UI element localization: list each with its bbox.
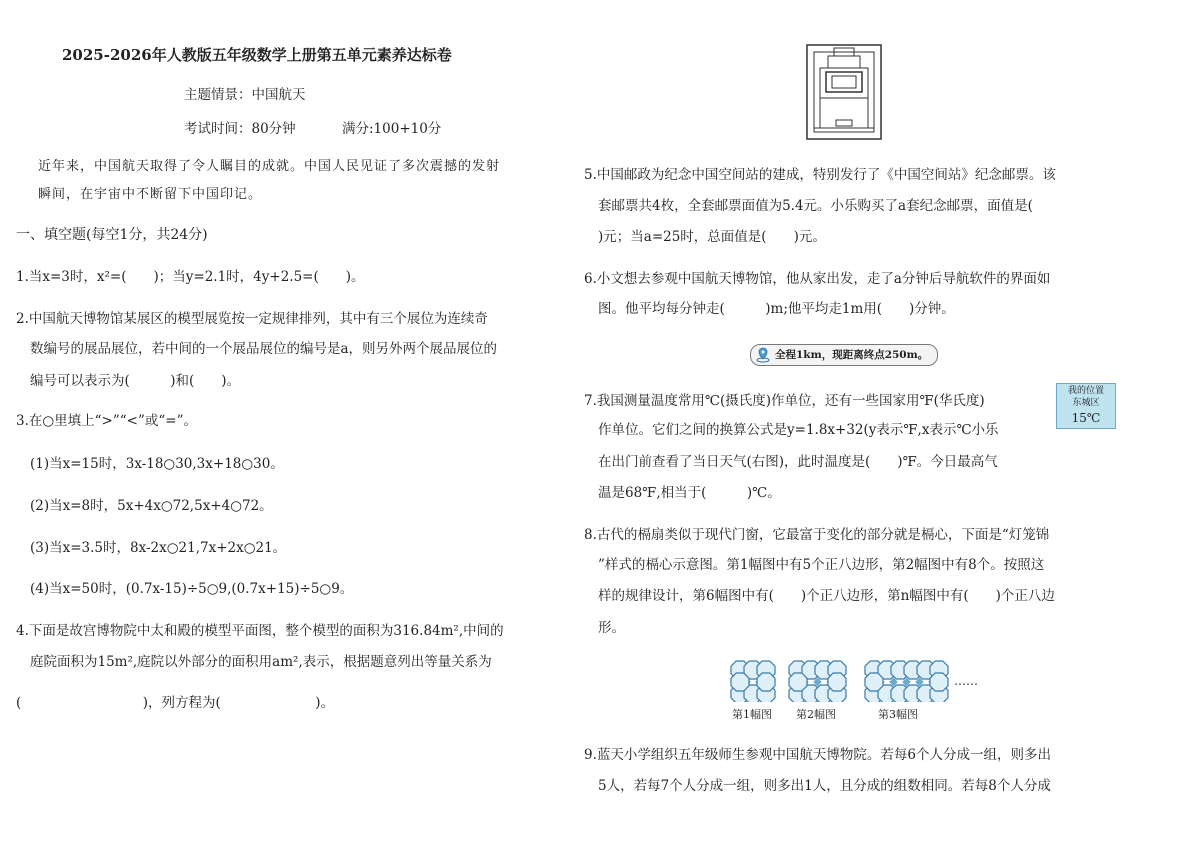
octagon <box>865 673 883 691</box>
question-8-line-2: ”样式的槅心示意图。第1幅图中有5个正八边形，第2幅图中有8个。按照这 <box>598 557 1045 573</box>
full-score: 满分:100+10分 <box>342 121 442 137</box>
question-7-line-3: 在出门前查看了当日天气(右图)，此时温度是( )℉。今日最高气 <box>598 454 998 470</box>
question-3-part-1: (1)当x=15时，3x-18○30,3x+18○30。 <box>30 456 284 472</box>
theme-line: 主题情景：中国航天 <box>184 87 306 103</box>
question-5-line-2: 套邮票共4枚，全套邮票面值为5.4元。小乐购买了a套纪念邮票，面值是( <box>598 198 1033 214</box>
figure-3-caption: 第3幅图 <box>878 708 918 721</box>
question-4-line-2: 庭院面积为15m²,庭院以外部分的面积用am²,表示，根据题意列出等量关系为 <box>30 654 492 670</box>
octagon <box>789 673 807 691</box>
question-5-line-1: 5.中国邮政为纪念中国空间站的建成，特别发行了《中国空间站》纪念邮票。该 <box>584 167 1056 183</box>
navigation-banner <box>750 344 938 366</box>
page-title: 2025-2026年人教版五年级数学上册第五单元素养达标卷 <box>62 46 452 64</box>
section-heading: 一、填空题(每空1分，共24分) <box>16 227 208 243</box>
octagon <box>757 673 775 691</box>
intro-line-1: 近年来，中国航天取得了令人瞩目的成就。中国人民见证了多次震撼的发射 <box>38 159 501 174</box>
question-2-line-2: 数编号的展品展位，若中间的一个展品展位的编号是a，则另外两个展品展位的 <box>30 341 498 357</box>
question-9-line-2: 5人，若每7个人分成一组，则多出1人，且分成的组数相同。若每8个人分成 <box>598 778 1051 794</box>
octagon <box>731 673 749 691</box>
octagon <box>828 673 846 691</box>
question-1: 1.当x=3时，x²=( )；当y=2.1时，4y+2.5=( )。 <box>16 269 365 285</box>
exam-time: 考试时间：80分钟 <box>184 121 296 137</box>
intro-line-2: 瞬间，在宇宙中不断留下中国印记。 <box>38 187 263 202</box>
question-6-line-1: 6.小文想去参观中国航天博物馆，他从家出发，走了a分钟后导航软件的界面如 <box>584 271 1051 287</box>
question-3-part-3: (3)当x=3.5时，8x-2x○21,7x+2x○21。 <box>30 540 287 556</box>
question-3-part-4: (4)当x=50时，(0.7x-15)÷5○9,(0.7x+15)÷5○9。 <box>30 581 354 597</box>
question-7-line-4: 温是68℉,相当于( )℃。 <box>598 485 781 501</box>
weather-location-label: 我的位置 <box>1067 386 1104 396</box>
continuation-dots: …… <box>954 674 978 688</box>
question-4-line-3: ( )，列方程为( )。 <box>16 695 335 711</box>
question-2-line-3: 编号可以表示为( )和( )。 <box>30 373 241 389</box>
octagon-pattern-figures <box>730 660 950 702</box>
question-3: 3.在○里填上“>”“<”或“=”。 <box>16 413 198 429</box>
question-7-line-1: 7.我国测量温度常用℃(摄氏度)作单位，还有一些国家用℉(华氏度) <box>584 393 985 409</box>
weather-district: 东城区 <box>1072 398 1100 408</box>
question-9-line-1: 9.蓝天小学组织五年级师生参观中国航天博物院。若每6个人分成一组，则多出 <box>584 747 1051 763</box>
octagon <box>930 673 948 691</box>
question-7-line-2: 作单位。它们之间的换算公式是y=1.8x+32(y表示℉,x表示℃小乐 <box>598 422 999 438</box>
question-6-line-2: 图。他平均每分钟走( )m;他平均走1m用( )分钟。 <box>598 301 955 317</box>
question-4-line-1: 4.下面是故宫博物院中太和殿的模型平面图，整个模型的面积为316.84m²,中间的 <box>16 623 504 639</box>
question-5-line-3: )元；当a=25时，总面值是( )元。 <box>598 229 826 245</box>
figure-1-caption: 第1幅图 <box>732 708 772 721</box>
navigation-text: 全程1km，现距离终点250m。 <box>775 349 929 361</box>
weather-widget <box>1056 383 1116 429</box>
palace-floor-plan-figure <box>806 44 882 140</box>
question-8-line-3: 样的规律设计，第6幅图中有( )个正八边形，第n幅图中有( )个正八边 <box>598 588 1055 604</box>
question-8-line-1: 8.古代的槅扇类似于现代门窗，它最富于变化的部分就是槅心，下面是“灯笼锦 <box>584 527 1050 543</box>
location-pin-icon <box>755 347 771 363</box>
question-8-line-4: 形。 <box>598 620 625 636</box>
weather-temperature: 15℃ <box>1071 411 1101 425</box>
question-2-line-1: 2.中国航天博物馆某展区的模型展览按一定规律排列，其中有三个展位为连续奇 <box>16 311 488 327</box>
question-3-part-2: (2)当x=8时，5x+4x○72,5x+4○72。 <box>30 498 273 514</box>
figure-2-caption: 第2幅图 <box>796 708 836 721</box>
